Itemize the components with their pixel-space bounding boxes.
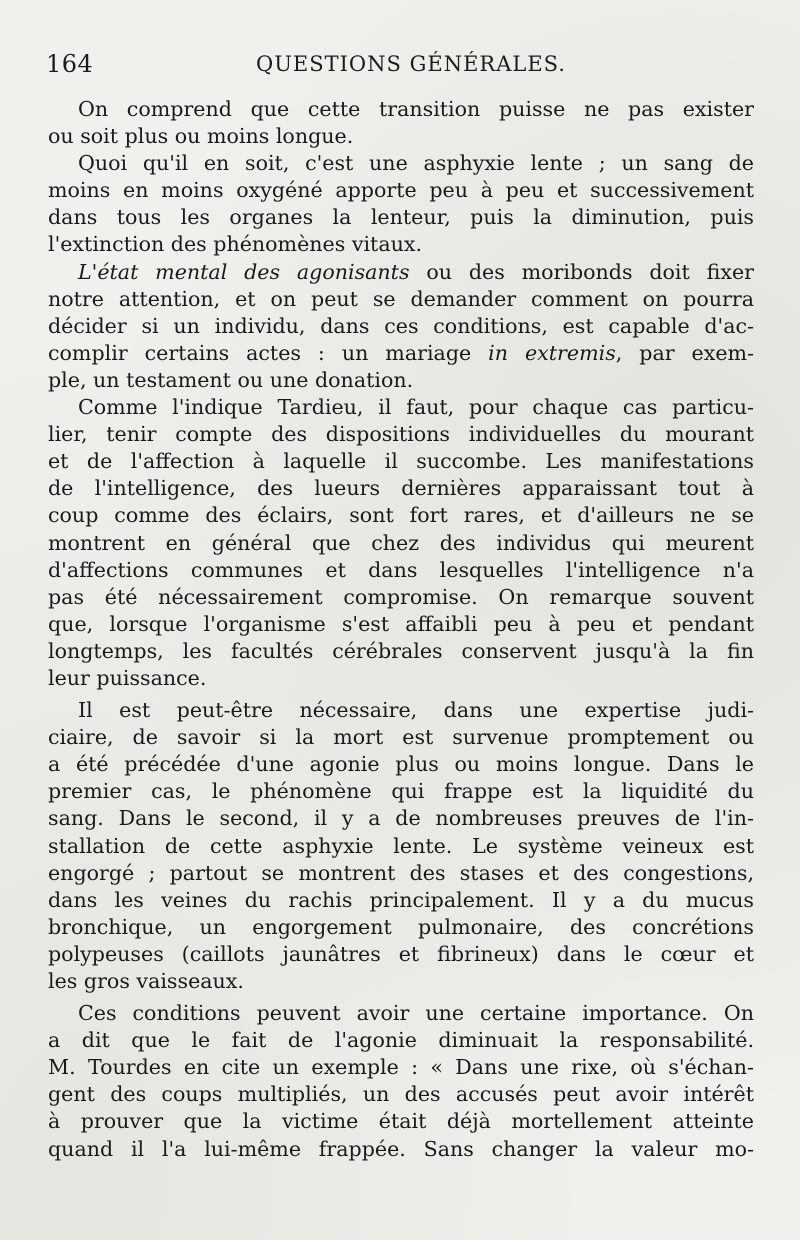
text-line: sang. Dans le second, il y a de nombreuses preuves de l'in-	[48, 806, 754, 831]
text-line: à prouver que la victime était déjà mortellement atteinte	[48, 1109, 754, 1134]
text-line: les gros vaisseaux.	[48, 969, 244, 993]
text-line	[48, 340, 754, 367]
text-run: complir certains actes : un mariage	[48, 340, 489, 365]
italic-phrase: L'état mental des agonisants	[78, 259, 410, 284]
text-line: longtemps, les facultés cérébrales conservent jusqu'à la fin	[48, 638, 754, 663]
text-line: quand il l'a lui-même frappée. Sans changer la valeur mo-	[48, 1136, 754, 1161]
text-line: a dit que le fait de l'agonie diminuait la responsabilité.	[48, 1028, 754, 1053]
text-line: polypeuses (caillots jaunâtres et fibrineux) dans le cœur et	[48, 941, 754, 966]
text-line: et de l'affection à laquelle il succombe. Les manifestations	[48, 449, 754, 474]
page-number: 164	[46, 50, 94, 78]
text-line: M. Tourdes en cite un exemple : « Dans une rixe, où s'échan-	[48, 1055, 754, 1080]
text-line: dans tous les organes la lenteur, puis la diminution, puis	[48, 205, 754, 230]
text-run: ou des moribonds doit fixer	[409, 259, 754, 284]
text-line: décider si un individu, dans ces conditions, est capable d'ac-	[48, 313, 754, 338]
text-line: On comprend que cette transition puisse ne pas exister	[78, 97, 754, 121]
text-line: bronchique, un engorgement pulmonaire, des concrétions	[48, 914, 754, 939]
text-line: d'affections communes et dans lesquelles l'intelligence n'a	[48, 557, 754, 582]
text-line: montrent en général que chez des individus qui meurent	[48, 530, 754, 555]
text-line: gent des coups multipliés, un des accusés peut avoir intérêt	[48, 1082, 754, 1107]
text-line: lier, tenir compte des dispositions individuelles du mourant	[48, 422, 754, 447]
text-line: Ces conditions peuvent avoir une certaine importance. On	[78, 1001, 754, 1026]
text-line	[48, 259, 754, 286]
paragraph	[48, 697, 754, 995]
text-line: de l'intelligence, des lueurs dernières apparaissant tout à	[48, 476, 754, 501]
text-line: premier cas, le phénomène qui frappe est la liquidité du	[48, 779, 754, 804]
text-line: a été précédée d'une agonie plus ou moins longue. Dans le	[48, 752, 754, 777]
text-line: ple, un testament ou une donation.	[48, 367, 414, 392]
text-line: notre attention, et on peut se demander comment on pourra	[48, 286, 754, 311]
text-line: Il est peut-être nécessaire, dans une expertise judi-	[78, 698, 754, 723]
body-text	[48, 96, 754, 1163]
text-line: l'extinction des phénomènes vitaux.	[48, 232, 423, 257]
text-line: que, lorsque l'organisme s'est affaibli peu à peu et pendant	[48, 611, 754, 636]
text-line: leur puissance.	[48, 665, 207, 690]
paragraph	[48, 394, 754, 692]
text-line: Quoi qu'il en soit, c'est une asphyxie lente ; un sang de	[78, 151, 754, 176]
text-line: engorgé ; partout se montrent des stases et des congestions,	[48, 860, 754, 885]
paragraph	[48, 96, 754, 150]
text-line: Comme l'indique Tardieu, il faut, pour chaque cas particu-	[78, 395, 754, 420]
text-line: stallation de cette asphyxie lente. Le système veineux est	[48, 833, 754, 858]
text-line: ciaire, de savoir si la mort est survenue promptement ou	[48, 725, 754, 750]
paragraph	[48, 150, 754, 258]
text-run: , par exem-	[615, 340, 755, 365]
italic-phrase: in extremis	[488, 340, 616, 365]
text-line: pas été nécessairement compromise. On remarque souvent	[48, 584, 754, 609]
text-line: moins en moins oxygéné apporte peu à peu et successivement	[48, 178, 754, 203]
text-line: coup comme des éclairs, sont fort rares, et d'ailleurs ne se	[48, 503, 754, 528]
paragraph	[48, 1000, 754, 1163]
running-head: QUESTIONS GÉNÉRALES.	[256, 52, 566, 76]
page-header	[46, 50, 758, 84]
text-line: ou soit plus ou moins longue.	[48, 124, 354, 149]
text-line: dans les veines du rachis principalement. Il y a du mucus	[48, 887, 754, 912]
paragraph	[48, 259, 754, 394]
